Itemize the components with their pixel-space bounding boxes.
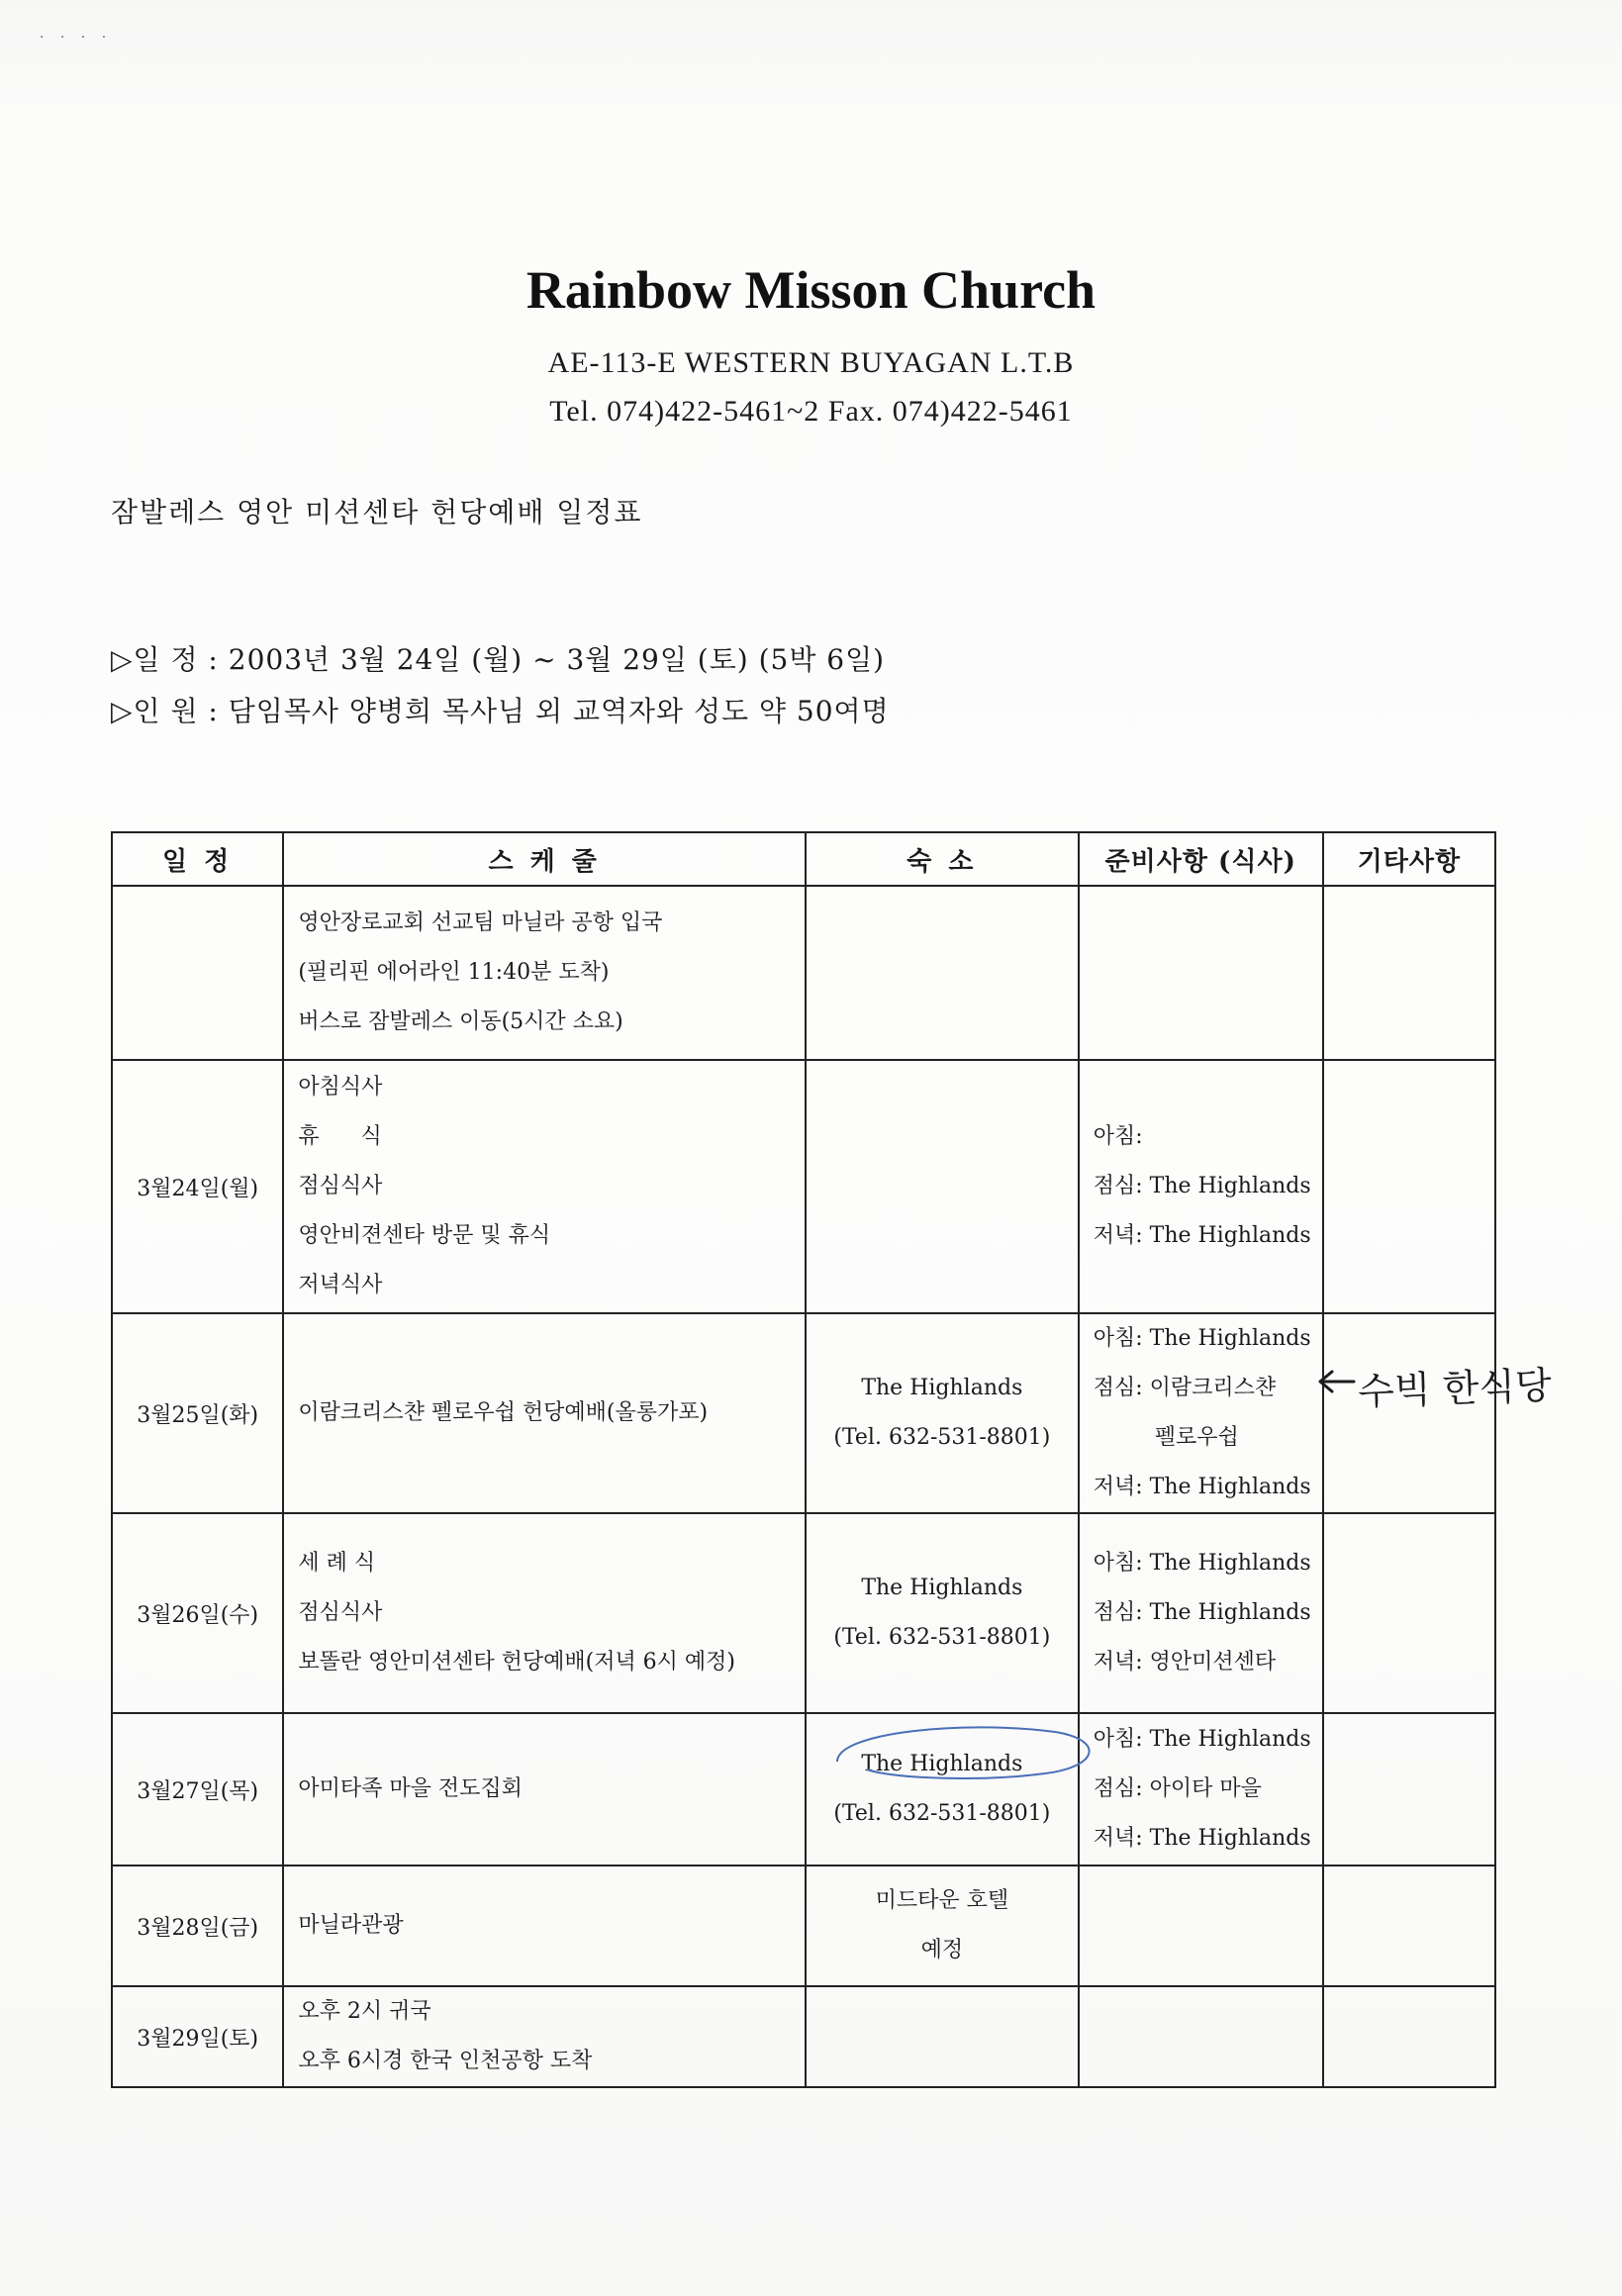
schedule-line: 영안장로교회 선교팀 마닐라 공항 입국 [298,910,663,935]
notes-cell [1323,886,1495,1060]
scan-specks: · · · · [40,30,113,46]
schedule-table [111,831,1496,2088]
schedule-line: 오후 2시 귀국 [298,1999,431,2024]
members-line: ▷인 원 : 담임목사 양병희 목사님 외 교역자와 성도 약 50여명 [111,695,890,727]
meal-line: 펠로우쉽 [1154,1425,1239,1450]
meal-line: 점심: 이람크리스챤 [1093,1376,1277,1400]
table-header-row [112,832,1495,886]
meals-cell [1079,1313,1323,1513]
notes-cell [1323,1713,1495,1866]
lodging-cell [806,1866,1079,1986]
meal-line: 아침: The Highlands [1093,1727,1311,1752]
schedule-line: 마닐라관광 [298,1913,404,1938]
meal-line: 아침: The Highlands [1093,1326,1311,1351]
schedule-line: 아침식사 [298,1075,383,1100]
notes-cell [1323,1866,1495,1986]
meal-line: 점심: The Highlands [1093,1174,1311,1198]
header-lodging: 숙 소 [806,832,1079,886]
meal-line: 아침: [1093,1124,1143,1149]
meal-line: 점심: The Highlands [1093,1600,1311,1625]
notes-cell [1323,1060,1495,1313]
lodging-cell [806,886,1079,1060]
schedule-cell [283,1986,806,2087]
notes-cell [1323,1986,1495,2087]
meals-cell [1079,886,1323,1060]
schedule-line: 영안비젼센타 방문 및 휴식 [298,1223,551,1248]
meal-line: 점심: 아이타 마을 [1093,1776,1262,1801]
schedule-cell [283,1060,806,1313]
meals-cell [1079,1513,1323,1713]
lodging-cell [806,1060,1079,1313]
meals-cell [1079,1713,1323,1866]
lodging-line: The Highlands [861,1576,1023,1600]
lodging-line: 예정 [920,1938,964,1962]
date-cell: 3월24일(월) [112,1060,283,1313]
lodging-line: 미드타운 호텔 [875,1888,1009,1913]
table-row [112,1513,1495,1713]
date-cell: 3월25일(화) [112,1313,283,1513]
header-meals: 준비사항 (식사) [1079,832,1323,886]
lodging-cell [806,1986,1079,2087]
schedule-cell [283,1866,806,1986]
schedule-line: 점심식사 [298,1174,383,1198]
lodging-line: (Tel. 632-531-8801) [833,1425,1051,1450]
meals-cell [1079,1060,1323,1313]
notes-cell [1323,1513,1495,1713]
schedule-line: 아미타족 마을 전도집회 [298,1776,523,1801]
schedule-line: 저녁식사 [298,1273,383,1297]
meal-line: 저녁: The Highlands [1093,1223,1311,1248]
schedule-line: 휴 식 [298,1124,382,1149]
lodging-line: (Tel. 632-531-8801) [833,1625,1051,1650]
lodging-cell [806,1513,1079,1713]
date-cell: 3월27일(목) [112,1713,283,1866]
schedule-line: 버스로 잠발레스 이동(5시간 소요) [298,1009,623,1034]
lodging-line: (Tel. 632-531-8801) [833,1801,1051,1826]
church-title: Rainbow Misson Church [525,260,1097,320]
meal-line: 저녁: The Highlands [1093,1826,1311,1851]
schedule-line: (필리핀 에어라인 11:40분 도착) [298,960,610,985]
table-row [112,1986,1495,2087]
lodging-line: The Highlands [861,1376,1023,1400]
header-notes: 기타사항 [1323,832,1495,886]
schedule-line: 이람크리스챤 펠로우쉽 헌당예배(올롱가포) [298,1400,709,1425]
handwritten-note: 수빅 한식당 [1357,1363,1553,1414]
table-row [112,886,1495,1060]
document-subtitle: 잠발레스 영안 미션센타 헌당예배 일정표 [111,496,643,528]
date-cell: 3월28일(금) [112,1866,283,1986]
schedule-line: 세 례 식 [298,1551,376,1576]
meal-line: 저녁: The Highlands [1093,1475,1311,1499]
date-cell: 3월26일(수) [112,1513,283,1713]
meal-line: 저녁: 영안미션센타 [1093,1650,1277,1674]
table-row [112,1866,1495,1986]
meal-line: 아침: The Highlands [1093,1551,1311,1576]
date-cell: 3월29일(토) [112,1986,283,2087]
table-row [112,1313,1495,1513]
schedule-line: 점심식사 [298,1600,383,1625]
meals-cell [1079,1866,1323,1986]
handwritten-arrow-icon [1316,1368,1356,1397]
schedule-period-line: ▷일 정 : 2003년 3월 24일 (월) ~ 3월 29일 (토) (5박 6일) [111,643,886,676]
church-contact: Tel. 074)422-5461~2 Fax. 074)422-5461 [549,395,1073,428]
table-row [112,1713,1495,1866]
header-date: 일 정 [112,832,283,886]
meals-cell [1079,1986,1323,2087]
schedule-cell [283,1713,806,1866]
table-row [112,1060,1495,1313]
church-address: AE-113-E WESTERN BUYAGAN L.T.B [547,346,1075,379]
pen-circle-mark [817,1712,1104,1801]
schedule-cell [283,1513,806,1713]
schedule-line: 보똘란 영안미션센타 헌당예배(저녁 6시 예정) [298,1650,736,1674]
date-cell [112,886,283,1060]
header-schedule: 스 케 줄 [283,832,806,886]
lodging-line: The Highlands [861,1752,1023,1776]
schedule-line: 오후 6시경 한국 인천공항 도착 [298,2049,593,2073]
lodging-cell [806,1313,1079,1513]
schedule-cell [283,886,806,1060]
schedule-cell [283,1313,806,1513]
